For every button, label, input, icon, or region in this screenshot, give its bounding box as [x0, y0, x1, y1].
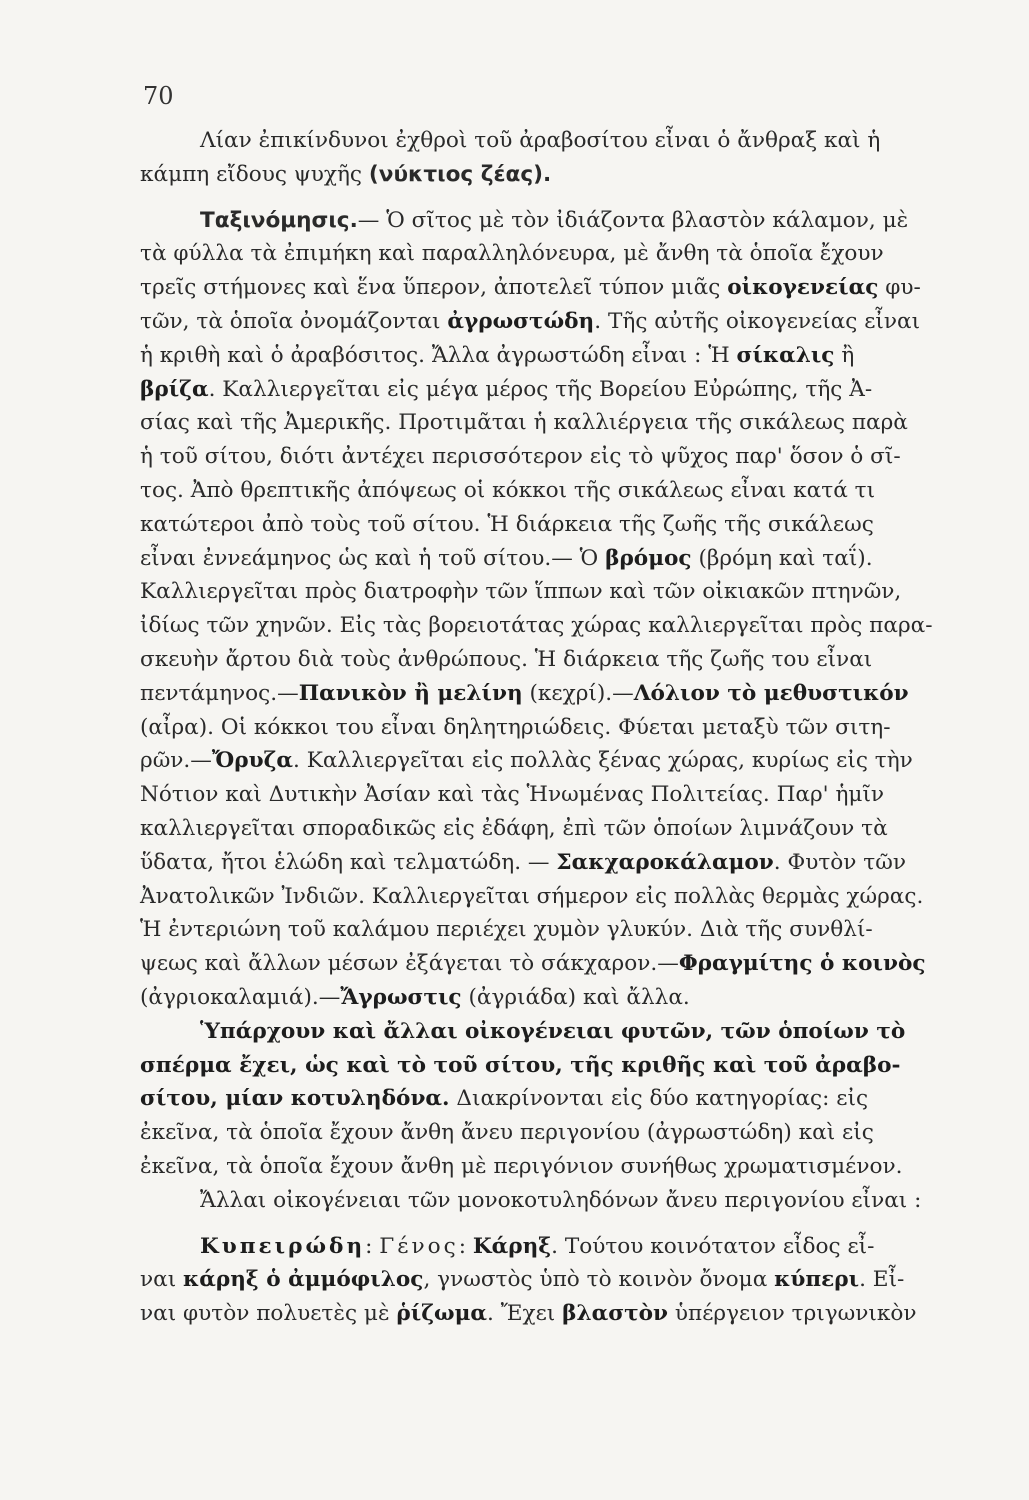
text-segment: Νότιον καὶ Δυτικὴν Ἀσίαν καὶ τὰς Ἡνωμένας Πολιτείας. Παρ' ἡμῖν [140, 782, 885, 808]
text-line [140, 508, 972, 542]
emphasized-text: Ταξινόμησις. [200, 207, 358, 233]
text-segment: κάμπη εἴδους ψυχῆς [140, 161, 369, 187]
emphasized-text: κάρηξ ὁ ἀμμόφιλος [183, 1267, 424, 1293]
text-line [140, 812, 972, 846]
emphasized-text: σπέρμα ἔχει, ὡς καὶ τὸ τοῦ σίτου, τῆς κριθῆς καὶ τοῦ ἀραβο- [140, 1052, 901, 1078]
emphasized-text: (νύκτιος ζέας). [368, 161, 552, 187]
text-line [140, 677, 972, 711]
text-line [140, 237, 972, 271]
emphasized-text: βρόμος [605, 545, 692, 571]
text-segment: (ἀγριοκαλαμιά).— [140, 984, 341, 1010]
text-segment: . Τούτου κοινότατον εἶδος εἶ- [551, 1233, 875, 1259]
text-segment: ψεως καὶ ἄλλων μέσων ἐξάγεται τὸ σάκχαρον.— [140, 951, 679, 977]
text-line [140, 1082, 972, 1116]
text-segment: ναι [140, 1267, 184, 1293]
text-segment: σκευὴν ἄρτου διὰ τοὺς ἀνθρώπους. Ἡ διάρκεια τῆς ζωῆς του εἶναι [140, 646, 873, 672]
text-segment: ὕδατα, ἤτοι ἑλώδη καὶ τελματώδη. — [140, 849, 557, 875]
text-line [140, 711, 972, 745]
emphasized-text: Κυπειρώδη [200, 1233, 366, 1259]
emphasized-text: σίκαλις [736, 342, 835, 368]
text-segment: . Τῆς αὐτῆς οἰκογενείας εἶναι [594, 308, 921, 334]
text-segment: (βρόμη καὶ ταΐ). [691, 545, 873, 571]
text-line [140, 474, 972, 508]
emphasized-text: Σακχαροκάλαμον [556, 849, 774, 875]
text-line [140, 575, 972, 609]
text-segment: — Ὁ σῖτος μὲ τὸν ἰδιάζοντα βλαστὸν κάλαμον, μὲ [357, 207, 909, 233]
text-segment: ναι φυτὸν πολυετὲς μὲ [140, 1301, 397, 1327]
text-segment: σίας καὶ τῆς Ἀμερικῆς. Προτιμᾶται ἡ καλλιέργεια τῆς σικάλεως παρὰ [140, 410, 908, 436]
text-segment: ἰδίως τῶν χηνῶν. Εἰς τὰς βορειοτάτας χώρας καλλιεργεῖται πρὸς παρα- [140, 613, 933, 639]
emphasized-text: κύπερι [774, 1267, 860, 1293]
text-line [140, 1184, 972, 1218]
text-segment: Διακρίνονται εἰς δύο κατηγορίας: εἰς [449, 1086, 869, 1112]
text-segment: : [365, 1233, 380, 1259]
page-number: 70 [143, 82, 174, 110]
text-segment: (κεχρί).— [522, 680, 634, 706]
emphasized-text: Φραγμίτης ὁ κοινὸς [678, 951, 926, 977]
text-segment: φυ- [878, 275, 921, 301]
text-segment: τος. Ἀπὸ θρεπτικῆς ἀπόψεως οἱ κόκκοι τῆς σικάλεως εἶναι κατά τι [140, 477, 876, 503]
text-segment: πεντάμηνος.— [140, 680, 299, 706]
text-segment: (αἶρα). Οἱ κόκκοι του εἶναι δηλητηριώδεις. Φύεται μεταξὺ τῶν σιτη- [140, 714, 891, 740]
text-line [140, 440, 972, 474]
text-segment: . Εἶ- [859, 1267, 905, 1293]
text-line [140, 1297, 972, 1331]
text-line [140, 643, 972, 677]
text-line [140, 158, 972, 192]
text-segment: ἐκεῖνα, τὰ ὁποῖα ἔχουν ἄνθη μὲ περιγόνιον συνήθως χρωματισμένον. [140, 1153, 903, 1179]
text-segment: , γνωστὸς ὑπὸ τὸ κοινὸν ὄνομα [423, 1267, 775, 1293]
text-segment: ἢ [834, 342, 855, 368]
page-text [140, 124, 972, 1331]
text-segment: . Καλλιεργεῖται εἰς πολλὰς ξένας χώρας, κυρίως εἰς τὴν [292, 748, 913, 774]
text-segment: κατώτεροι ἀπὸ τοὺς τοῦ σίτου. Ἡ διάρκεια τῆς ζωῆς τῆς σικάλεως [140, 511, 874, 537]
text-line [140, 744, 972, 778]
text-segment: ὑπέργειον τριγωνικὸν [668, 1301, 917, 1327]
text-segment: εἶναι ἐννεάμηνος ὡς καὶ ἡ τοῦ σίτου.— Ὁ [140, 545, 606, 571]
emphasized-text: οἰκογενείας [727, 275, 879, 301]
text-line [140, 1150, 972, 1184]
text-line [140, 1230, 972, 1264]
text-segment: ἡ κριθὴ καὶ ὁ ἀραβόσιτος. Ἄλλα ἀγρωστώδη εἶναι : Ἡ [140, 342, 737, 368]
text-line [140, 913, 972, 947]
emphasized-text: βλαστὸν [562, 1301, 669, 1327]
emphasized-text: ῥίζωμα [396, 1301, 487, 1327]
text-line [140, 609, 972, 643]
text-line [140, 1049, 972, 1083]
text-line [140, 1015, 972, 1049]
text-segment: τρεῖς στήμονες καὶ ἕνα ὕπερον, ἀποτελεῖ τύπον μιᾶς [140, 275, 728, 301]
emphasized-text: Ὄρυζα [211, 748, 293, 774]
emphasized-text: ἀγρωστώδη [447, 308, 595, 334]
text-segment: Καλλιεργεῖται πρὸς διατροφὴν τῶν ἵππων καὶ τῶν οἰκιακῶν πτηνῶν, [140, 579, 902, 605]
text-segment: (ἀγριάδα) καὶ ἄλλα. [461, 984, 690, 1010]
text-line [140, 880, 972, 914]
text-segment: ἡ τοῦ σίτου, διότι ἀντέχει περισσότερον εἰς τὸ ψῦχος παρ' ὅσον ὁ σῖ- [140, 444, 901, 470]
text-segment: τὰ φύλλα τὰ ἐπιμήκη καὶ παραλληλόνευρα, μὲ ἄνθη τὰ ὁποῖα ἔχουν [140, 241, 884, 267]
text-segment: καλλιεργεῖται σποραδικῶς εἰς ἐδάφη, ἐπὶ τῶν ὁποίων λιμνάζουν τὰ [140, 815, 888, 841]
emphasized-text: βρίζα [140, 376, 209, 402]
emphasized-text: Ἄγρωστις [340, 984, 462, 1010]
text-line [140, 981, 972, 1015]
text-line [140, 204, 972, 238]
text-line [140, 846, 972, 880]
text-line [140, 947, 972, 981]
paragraph-gap [140, 192, 972, 204]
text-segment: Ἀνατολικῶν Ἰνδιῶν. Καλλιεργεῖται σήμερον εἰς πολλὰς θερμὰς χώρας. [140, 883, 924, 909]
emphasized-text: Ὑπάρχουν καὶ ἄλλαι οἰκογένειαι φυτῶν, τῶν ὁποίων τὸ [200, 1018, 906, 1044]
text-segment: . Φυτὸν τῶν [773, 849, 906, 875]
emphasized-text: Γένος [379, 1233, 459, 1259]
text-line [140, 305, 972, 339]
text-segment: Ἄλλαι οἰκογένειαι τῶν μονοκοτυληδόνων ἄνευ περιγονίου εἶναι : [200, 1187, 922, 1213]
text-line [140, 1116, 972, 1150]
text-segment: τῶν, τὰ ὁποῖα ὀνομάζονται [140, 308, 448, 334]
paragraph-gap [140, 1218, 972, 1230]
emphasized-text: Πανικὸν ἢ μελίνη [298, 680, 523, 706]
text-segment: ἐκεῖνα, τὰ ὁποῖα ἔχουν ἄνθη ἄνευ περιγονίου (ἀγρωστώδη) καὶ εἰς [140, 1120, 874, 1146]
text-line [140, 373, 972, 407]
text-segment: ρῶν.— [140, 748, 212, 774]
text-line [140, 339, 972, 373]
text-line [140, 406, 972, 440]
text-segment: . Καλλιεργεῖται εἰς μέγα μέρος τῆς Βορείου Εὐρώπης, τῆς Ἀ- [208, 376, 873, 402]
text-segment: : [458, 1233, 473, 1259]
text-segment: Ἡ ἐντεριώνη τοῦ καλάμου περιέχει χυμὸν γλυκύν. Διὰ τῆς συνθλί- [140, 917, 873, 943]
emphasized-text: Κάρηξ [472, 1233, 552, 1259]
text-line [140, 542, 972, 576]
text-line [140, 1263, 972, 1297]
text-line [140, 778, 972, 812]
text-line [140, 271, 972, 305]
emphasized-text: Λόλιον τὸ μεθυστικόν [633, 680, 909, 706]
emphasized-text: σίτου, μίαν κοτυληδόνα. [140, 1086, 450, 1112]
text-segment: . Ἔχει [487, 1301, 563, 1327]
text-line [140, 124, 972, 158]
text-segment: Λίαν ἐπικίνδυνοι ἐχθροὶ τοῦ ἀραβοσίτου εἶναι ὁ ἄνθραξ καὶ ἡ [200, 128, 881, 153]
